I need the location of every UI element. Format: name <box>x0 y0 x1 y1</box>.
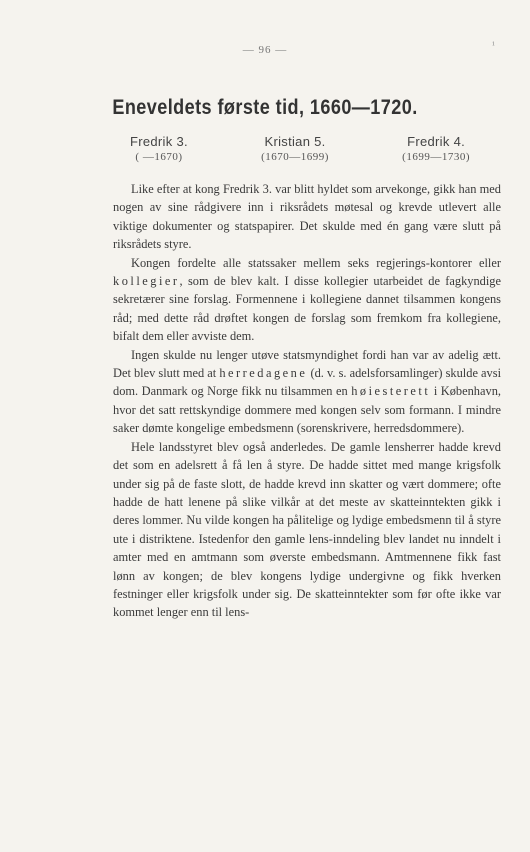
spaced-term-kollegier: kollegier <box>113 274 180 289</box>
paragraph-2 <box>113 254 501 346</box>
paragraph-4 <box>113 438 501 622</box>
text-run: Like efter at kong Fredrik 3. var blitt hyldet som arvekonge, gikk han med nogen av sine rådgivere inn i riksrådets møtesal og krevde utlevert alle viktige dokumenter og statspapirer. Det skulde med én gang være slutt på riksrådets styre. <box>113 182 501 252</box>
text-run: Ingen skulde nu lenger utøve statsmyndighet fordi han var av adelig ætt. Det blev slutt med at <box>113 347 501 381</box>
king-kristian-5 <box>261 134 329 163</box>
king-years: (1699—1730) <box>402 151 470 163</box>
king-years: (1670—1699) <box>261 151 329 163</box>
text-run: , som de blev kalt. I disse kollegier utarbeidet de fagkyndige sekretærer sine forslag. Formennene i kollegiene dannet tilsammen kongens råd; med dette råd drøftet kongen de forslag som fremkom fra kollegiene, bifalt dem eller avviste dem. <box>113 274 501 344</box>
page-number: — 96 — <box>242 44 288 56</box>
spaced-term-herredagene: herredagene <box>219 366 308 381</box>
king-years: ( —1670) <box>135 151 183 163</box>
spaced-term-hoiesterett: høiesterett <box>351 384 431 399</box>
king-fredrik-3 <box>130 134 188 163</box>
king-name: Fredrik 3. <box>130 134 188 149</box>
corner-mark: ¹ <box>492 40 495 51</box>
text-run: Hele landsstyret blev også anderledes. De gamle lensherrer hadde krevd det som en adelsrett å få len å styre. De hadde sittet med mange krigsfolk under sig på de faste slott, de hadde krevd inn skatter og vært dommere; ofte hadde de hatt lenene på slike vilkår at det meste av skatteinntekten gikk i deres lommer. Nu vilde kongen ha pålitelige og lydige embedsmenn til å styre ute i distriktene. Istedenfor den gamle lens-inndeling blev landet nu inndelt i amter med en amtmann som øverste embedsmann. Amtmennene fikk fast lønn av kongen; de blev kongens lydige undergivne og fikk hverken festninger eller krigsfolk under sig. De skatteinntekter som før ofte ikke var kommet lenger enn til lens- <box>113 439 501 620</box>
text-run: i København, hvor det satt rettskyndige dommere med kongen selv som formann. I mindre saker dømte kongelige embedsmenn (sorenskrivere, herredsdommere). <box>113 384 501 436</box>
paragraph-3 <box>113 346 501 438</box>
king-name: Kristian 5. <box>264 134 326 149</box>
king-fredrik-4 <box>402 134 470 163</box>
kings-row <box>130 134 470 163</box>
body-text <box>113 180 501 622</box>
king-name: Fredrik 4. <box>407 134 466 149</box>
chapter-title: Eneveldets første tid, 1660—1720. <box>112 96 418 119</box>
text-run: (d. v. s. adelsforsamlinger) skulde avsi dom. Danmark og Norge fikk nu tilsammen en <box>113 366 502 399</box>
text-run: Kongen fordelte alle statssaker mellem seks regjerings-kontorer eller <box>131 255 501 270</box>
paragraph-1 <box>113 180 501 254</box>
